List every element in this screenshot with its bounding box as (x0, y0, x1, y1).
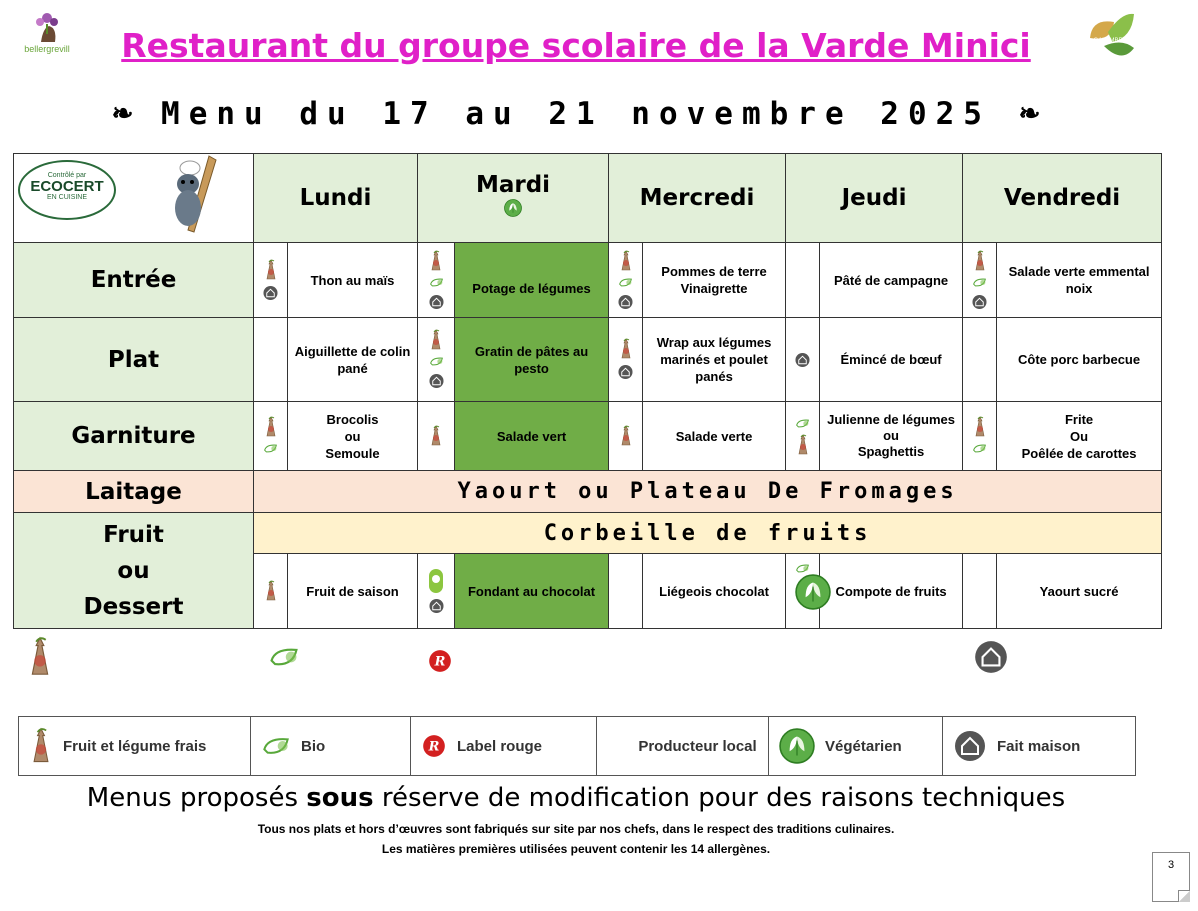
dish-garniture-vendredi: Frite Ou Poêlée de carottes (997, 402, 1162, 471)
icons-plat-mercredi (609, 318, 643, 402)
day-lundi: Lundi (254, 154, 418, 243)
label-rouge-icon (426, 648, 454, 674)
fresh-produce-icon (620, 250, 632, 272)
fresh-produce-icon (974, 416, 986, 438)
bio-icon (261, 735, 291, 757)
icons-garniture-vendredi (963, 402, 997, 471)
legend-item-bio (251, 717, 411, 775)
right-logo-text: GALAMBRAY (1093, 38, 1131, 44)
legend-label: Fait maison (997, 737, 1081, 755)
footer-line-2: Les matières premières utilisées peuvent contenir les 14 allergènes. (381, 842, 771, 856)
left-logo-text: bellergrevill (24, 44, 70, 54)
menu-subtitle (0, 96, 1152, 132)
dish-plat-mercredi: Wrap aux légumes marinés et poulet panés (643, 318, 786, 402)
legend-item-vegetarian (769, 717, 943, 775)
dish-dessert-vendredi: Yaourt sucré (997, 554, 1162, 629)
dish-garniture-mardi: Salade vert (455, 402, 609, 471)
row-label-entree: Entrée (14, 243, 254, 318)
legend-label: Fruit et légume frais (63, 737, 207, 755)
homemade-icon (618, 363, 633, 381)
icons-entree-vendredi (963, 243, 997, 318)
homemade-icon (618, 293, 633, 311)
homemade-icon (972, 638, 1010, 676)
legend-label: Label rouge (457, 737, 543, 755)
dessert-shared: Corbeille de fruits (254, 513, 1162, 554)
dish-garniture-mercredi: Salade verte (643, 402, 786, 471)
ecocert-cell (14, 154, 254, 243)
ornament-left-icon: ❧ (111, 99, 134, 129)
row-label-garniture: Garniture (14, 402, 254, 471)
bio-icon (972, 441, 987, 456)
dish-entree-mercredi: Pommes de terre Vinaigrette (643, 243, 786, 318)
icons-plat-lundi (254, 318, 288, 402)
icons-garniture-lundi (254, 402, 288, 471)
table-row-garniture (14, 402, 1162, 471)
legend-item-local (597, 717, 769, 775)
fresh-produce-icon (797, 434, 809, 456)
dish-entree-mardi: Potage de légumes (455, 243, 609, 318)
homemade-icon (429, 293, 444, 311)
bio-icon (429, 275, 444, 290)
table-row-entree (14, 243, 1162, 318)
homemade-icon (429, 597, 444, 615)
homemade-icon (795, 351, 810, 369)
row-label-plat: Plat (14, 318, 254, 402)
icons-dessert-jeudi (786, 554, 820, 629)
dish-dessert-mercredi: Liégeois chocolat (643, 554, 786, 629)
day-mardi (418, 154, 609, 243)
icons-entree-lundi (254, 243, 288, 318)
fresh-produce-icon (29, 727, 53, 765)
day-vendredi: Vendredi (963, 154, 1162, 243)
row-label-laitage: Laitage (14, 471, 254, 513)
day-mercredi: Mercredi (609, 154, 786, 243)
local-producer-icon (427, 568, 445, 594)
icons-garniture-jeudi (786, 402, 820, 471)
bio-icon (618, 275, 633, 290)
dish-plat-vendredi: Côte porc barbecue (997, 318, 1162, 402)
dish-entree-jeudi: Pâté de campagne (820, 243, 963, 318)
bio-icon (268, 646, 300, 668)
homemade-icon (263, 284, 278, 302)
dish-garniture-lundi: Brocolis ou Semoule (288, 402, 418, 471)
legend-label: Bio (301, 737, 326, 755)
disclaimer: Menus proposés sous réserve de modification pour des raisons techniques (86, 783, 1066, 813)
icons-dessert-lundi (254, 554, 288, 629)
bio-icon (795, 416, 810, 431)
ornament-right-icon: ❧ (1018, 99, 1041, 129)
dish-dessert-mardi: Fondant au chocolat (455, 554, 609, 629)
legend-item-label-rouge (411, 717, 597, 775)
icons-dessert-vendredi (963, 554, 997, 629)
legend-item-fresh (19, 717, 251, 775)
table-row-plat (14, 318, 1162, 402)
vegetarian-icon (795, 574, 831, 610)
footer-line-1: Tous nos plats et hors d’œuvres sont fabriqués sur site par nos chefs, dans le respect des traditions culinaires. (257, 822, 895, 836)
fresh-produce-icon (430, 250, 442, 272)
day-mardi-label: Mardi (475, 172, 551, 198)
table-row-dessert-shared (14, 513, 1162, 554)
homemade-icon (972, 293, 987, 311)
laitage-value: Yaourt ou Plateau De Fromages (254, 471, 1162, 513)
dish-entree-lundi: Thon au maïs (288, 243, 418, 318)
dish-dessert-jeudi: Compote de fruits (820, 554, 963, 629)
ecocert-logo: Contrôlé par ECOCERT EN CUISINE (18, 160, 116, 220)
legend-label: Végétarien (825, 737, 902, 755)
legend-label: Producteur local (638, 737, 757, 755)
table-row-laitage (14, 471, 1162, 513)
dish-plat-mardi: Gratin de pâtes au pesto (455, 318, 609, 402)
fresh-produce-icon (430, 425, 442, 447)
icons-entree-mercredi (609, 243, 643, 318)
page-title: Restaurant du groupe scolaire de la Varde Minici (121, 26, 1031, 65)
icons-plat-mardi (418, 318, 455, 402)
fresh-produce-icon (265, 259, 277, 281)
dish-plat-lundi: Aiguillette de colin pané (288, 318, 418, 402)
vegetarian-icon (504, 198, 522, 218)
dish-dessert-lundi: Fruit de saison (288, 554, 418, 629)
chef-rat-icon (164, 154, 234, 234)
homemade-icon (429, 372, 444, 390)
day-jeudi: Jeudi (786, 154, 963, 243)
bio-icon (429, 354, 444, 369)
dish-entree-vendredi: Salade verte emmental noix (997, 243, 1162, 318)
homemade-icon (953, 728, 987, 764)
icons-garniture-mardi (418, 402, 455, 471)
fresh-produce-icon (620, 338, 632, 360)
bio-icon (972, 275, 987, 290)
icons-plat-jeudi (786, 318, 820, 402)
fresh-produce-icon (974, 250, 986, 272)
fresh-produce-icon (430, 329, 442, 351)
table-header-row (14, 154, 1162, 243)
icons-dessert-mercredi (609, 554, 643, 629)
page-number: 3 (1152, 852, 1190, 902)
menu-dates: Menu du 17 au 21 novembre 2025 (161, 96, 991, 132)
legend (18, 716, 1136, 776)
fresh-produce-icon (265, 416, 277, 438)
row-label-dessert: Fruit ou Dessert (14, 513, 254, 629)
icons-entree-mardi (418, 243, 455, 318)
icons-plat-vendredi (963, 318, 997, 402)
bio-icon (263, 441, 278, 456)
menu-table (13, 153, 1162, 629)
fresh-produce-icon (26, 636, 54, 678)
icons-dessert-mardi (418, 554, 455, 629)
vegetarian-icon (779, 728, 815, 764)
icons-garniture-mercredi (609, 402, 643, 471)
dish-garniture-jeudi: Julienne de légumes ou Spaghettis (820, 402, 963, 471)
fresh-produce-icon (265, 580, 277, 602)
fresh-produce-icon (620, 425, 632, 447)
legend-item-homemade (943, 717, 1135, 775)
page-fold-icon (1178, 890, 1190, 902)
icons-entree-jeudi (786, 243, 820, 318)
dish-plat-jeudi: Émincé de bœuf (820, 318, 963, 402)
label-rouge-icon (421, 733, 447, 759)
